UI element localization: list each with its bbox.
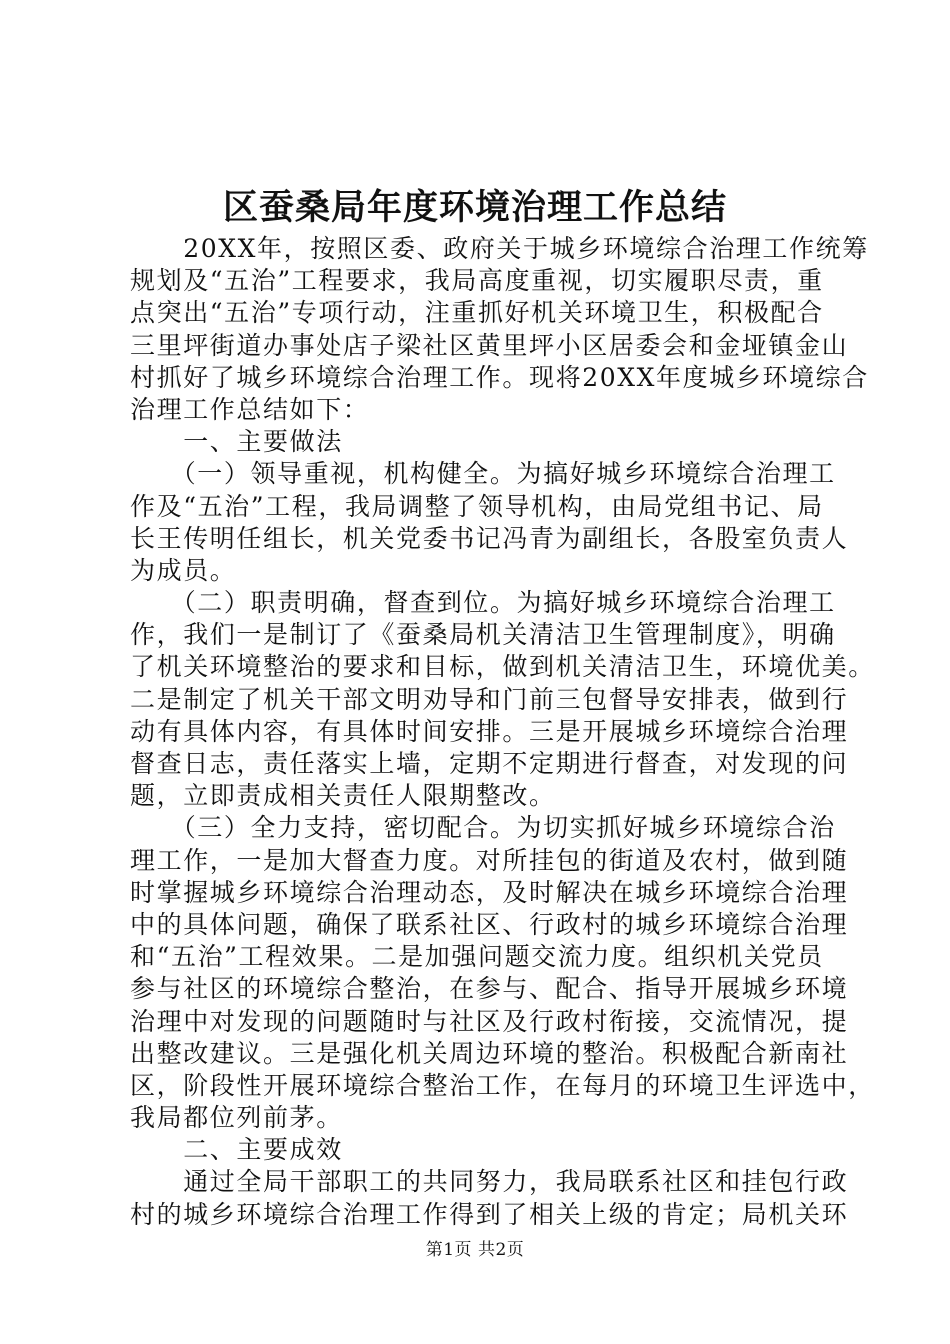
body-line: 我局都位列前茅。 [130,1103,343,1133]
body-line: 中的具体问题，确保了联系社区、行政村的城乡环境综合治理 [130,909,849,939]
body-line: 规划及“五治”工程要求，我局高度重视，切实履职尽责，重 [130,266,824,296]
body-line: 通过全局干部职工的共同努力，我局联系社区和挂包行政 [130,1167,849,1197]
body-line: （二）职责明确，督查到位。为搞好城乡环境综合治理工 [130,588,836,618]
body-line: 二是制定了机关干部文明劝导和门前三包督导安排表，做到行 [130,684,849,714]
body-line: 了机关环境整治的要求和目标，做到机关清洁卫生，环境优美。 [130,652,875,682]
body-line: 区，阶段性开展环境综合整治工作，在每月的环境卫生评选中， [130,1070,875,1100]
document-body [130,233,875,1231]
page-number-footer: 第1页 共2页 [425,1240,525,1260]
body-line: 参与社区的环境综合整治，在参与、配合、指导开展城乡环境 [130,974,849,1004]
body-line: 治理中对发现的问题随时与社区及行政村衔接，交流情况，提 [130,1006,849,1036]
body-line: 督查日志，责任落实上墙，定期不定期进行督查，对发现的问 [130,749,849,778]
body-line: （一）领导重视，机构健全。为搞好城乡环境综合治理工 [130,459,836,489]
body-line: 作，我们一是制订了《蚕桑局机关清洁卫生管理制度》，明确 [130,620,836,650]
body-line: 点突出“五治”专项行动，注重抓好机关环境卫生，积极配合 [130,298,824,328]
body-line: 20XX年，按照区委、政府关于城乡环境综合治理工作统筹 [130,234,869,263]
body-line: 动有具体内容，有具体时间安排。三是开展城乡环境综合治理 [130,716,849,746]
body-line: 为成员。 [130,555,237,585]
body-line: 和“五治”工程效果。二是加强问题交流力度。组织机关党员 [130,942,824,972]
body-line: 出整改建议。三是强化机关周边环境的整治。积极配合新南社 [130,1038,849,1068]
section-heading-1: 一、主要做法 [130,427,343,457]
body-line: 时掌握城乡环境综合治理动态，及时解决在城乡环境综合治理 [130,877,849,907]
body-line: 作及“五治”工程，我局调整了领导机构，由局党组书记、局 [130,491,824,521]
body-line: 三里坪街道办事处店子梁社区黄里坪小区居委会和金垭镇金山 [130,330,849,360]
document-title: 区蚕桑局年度环境治理工作总结 [222,187,727,228]
section-heading-2: 二、主要成效 [130,1135,343,1165]
body-line: （三）全力支持，密切配合。为切实抓好城乡环境综合治 [130,813,836,843]
body-line: 村的城乡环境综合治理工作得到了相关上级的肯定；局机关环 [130,1199,849,1229]
body-line: 村抓好了城乡环境综合治理工作。现将20XX年度城乡环境综合 [130,362,869,392]
body-line: 题，立即责成相关责任人限期整改。 [130,781,556,811]
body-line: 治理工作总结如下： [130,394,370,424]
body-line: 理工作，一是加大督查力度。对所挂包的街道及农村，做到随 [130,845,849,875]
body-line: 长王传明任组长，机关党委书记冯青为副组长，各股室负责人 [130,523,849,553]
